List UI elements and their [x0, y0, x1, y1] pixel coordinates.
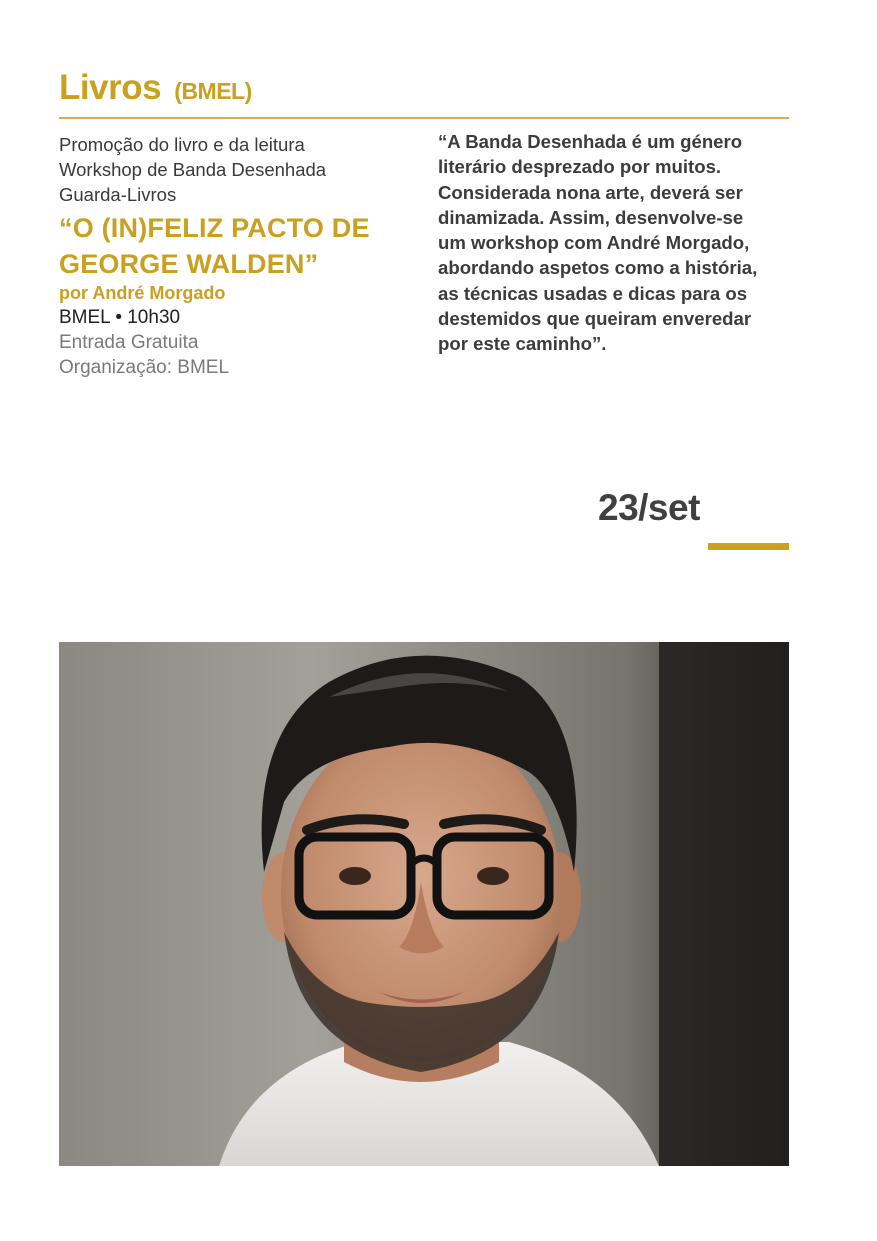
event-quote [438, 129, 788, 357]
section-header [59, 66, 789, 118]
event-date: 23/set [598, 487, 700, 528]
section-title [59, 68, 252, 108]
quote-line: “A Banda Desenhada é um género [438, 131, 743, 152]
quote-line: um workshop com André Morgado, [438, 232, 750, 254]
event-type: Workshop de Banda Desenhada [59, 159, 327, 180]
event-entry: Entrada Gratuita [59, 332, 199, 353]
event-series: Guarda-Livros [59, 184, 177, 205]
section-name: Livros [59, 68, 162, 107]
event-title [59, 210, 399, 282]
quote-line: literário desprezado por muitos. [438, 156, 722, 178]
quote-line: abordando aspetos como a história, [438, 257, 758, 279]
event-organizer: Organização: BMEL [59, 357, 230, 378]
event-title-line-1: “O (IN)FELIZ PACTO DE [59, 213, 370, 243]
quote-line: dinamizada. Assim, desenvolve-se [438, 206, 744, 228]
section-location: (BMEL) [174, 78, 252, 104]
event-title-line-2: GEORGE WALDEN” [59, 249, 319, 279]
portrait-illustration [59, 642, 789, 1166]
date-accent-bar [708, 543, 789, 550]
header-rule [59, 117, 789, 119]
quote-line: por este caminho”. [438, 333, 607, 355]
event-category: Promoção do livro e da leitura [59, 134, 305, 155]
event-venue-time: BMEL • 10h30 [59, 307, 181, 328]
event-details [59, 132, 399, 380]
quote-line: Considerada nona arte, deverá ser [438, 181, 743, 203]
event-author: por André Morgado [59, 283, 226, 303]
quote-line: as técnicas usadas e dicas para os [438, 282, 748, 304]
author-portrait-photo [59, 642, 789, 1166]
quote-line: destemidos que queiram enveredar [438, 308, 752, 330]
